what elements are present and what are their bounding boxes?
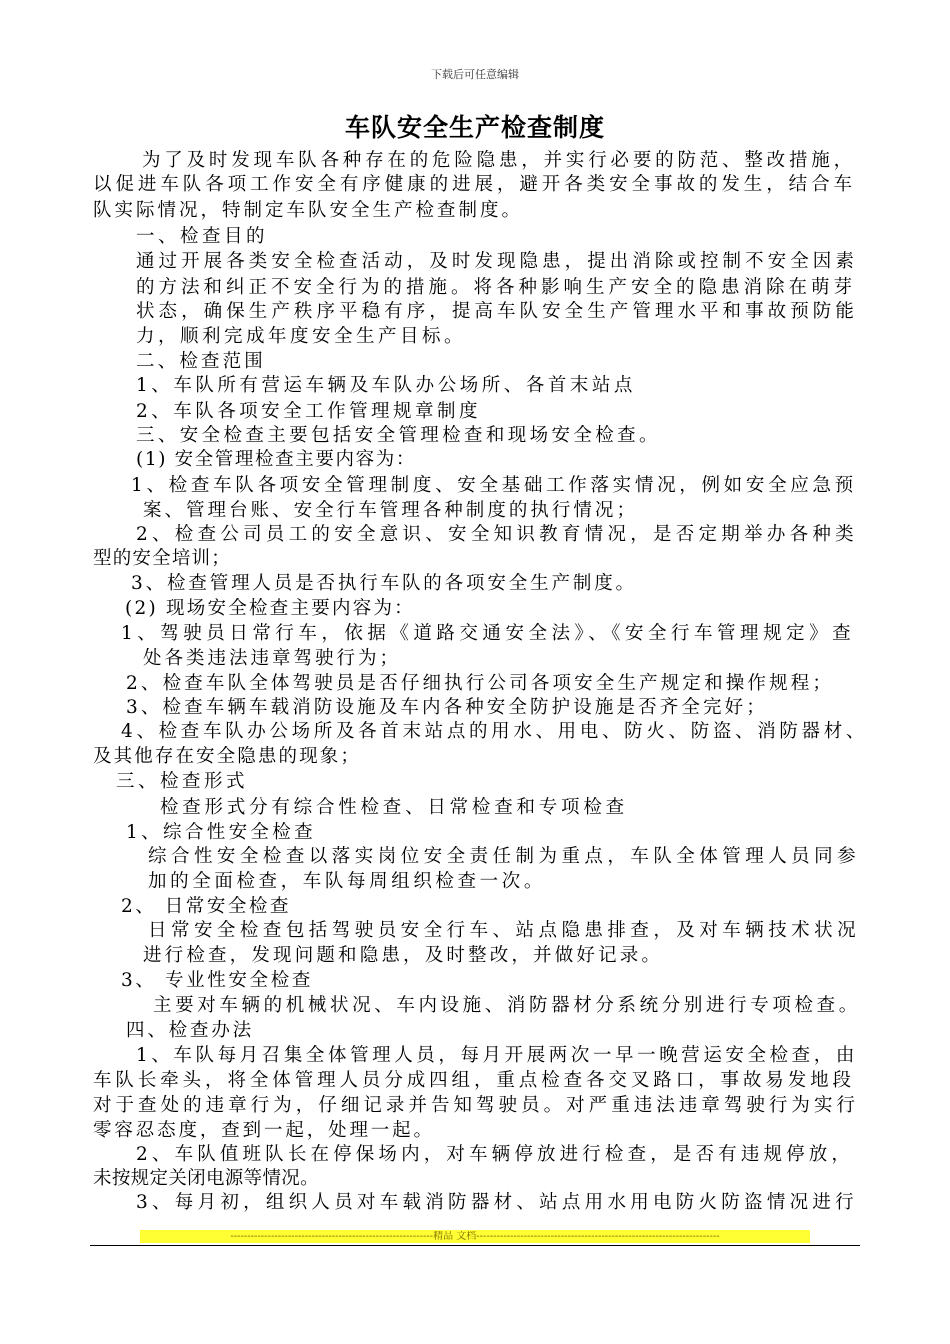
body-line: (1) 安全管理检查主要内容为： [136,449,417,470]
body-line: 3、检查车辆车载消防设施及车内各种安全防护设施是否齐全完好； [126,697,768,718]
document-title: 车队安全生产检查制度 [344,113,605,142]
body-line: 三、检查形式 [116,771,249,792]
body-line: 1、驾驶员日常行车，依据《道路交通安全法》、《安全行车管理规定》查 [121,623,856,644]
body-line: 3、 专业性安全检查 [121,970,313,991]
body-line: 日常安全检查包括驾驶员安全行车、站点隐患排查，及对车辆技术状况 [148,920,861,941]
body-line: 三、安全检查主要包括安全管理检查和现场安全检查。 [136,425,661,446]
footer-rule [90,1245,860,1246]
body-line: 力，顺利完成年度安全生产目标。 [136,326,467,347]
body-line: 车队长牵头，将全体管理人员分成四组，重点检查各交叉路口，事故易发地段 [93,1070,855,1091]
body-line: 零容忍态度，查到一起，处理一起。 [93,1120,435,1141]
body-line: 2、检查车队全体驾驶员是否仔细执行公司各项安全生产规定和操作规程； [126,673,835,694]
body-line: 二、检查范围 [136,351,266,372]
body-line: (2) 现场安全检查主要内容为： [125,598,415,619]
body-line: 3、检查管理人员是否执行车队的各项安全生产制度。 [131,573,637,594]
body-line: 3、每月初，组织人员对车载消防器材、站点用水用电防火防盗情况进行 [136,1192,858,1213]
body-line: 案、管理台账、安全行车管理各种制度的执行情况； [143,500,638,521]
body-line: 主要对车辆的机械状况、车内设施、消防器材分系统分别进行专项检查。 [153,995,861,1016]
body-line: 综合性安全检查以落实岗位安全责任制为重点，车队全体管理人员同参 [148,846,861,867]
body-line: 状态，确保生产秩序平稳有序，提高车队安全生产管理水平和事故预防能 [136,301,858,322]
body-line: 进行检查，发现问题和隐患，及时整改，并做好记录。 [143,945,664,966]
body-line: 2、检查公司员工的安全意识、安全知识教育情况，是否定期举办各种类 [136,524,858,545]
body-line: 未按规定关闭电源等情况。 [93,1168,319,1189]
body-line: 1、车队每月召集全体管理人员，每月开展两次一早一晚营运安全检查，由 [136,1045,858,1066]
body-line: 队实际情况，特制定车队安全生产检查制度。 [93,200,524,221]
body-line: 对于查处的违章行为，仔细记录并告知驾驶员。对严重违法违章驾驶行为实行 [93,1095,860,1116]
header-note: 下载后可任意编辑 [431,68,519,81]
body-line: 型的安全培训； [93,548,231,569]
body-line: 的方法和纠正不安全行为的措施。将各种影响生产安全的隐患消除在萌芽 [136,277,857,298]
body-line: 1、车队所有营运车辆及车队办公场所、各首末站点 [136,375,636,396]
body-line: 4、检查车队办公场所及各首末站点的用水、用电、防火、防盗、消防器材、 [121,721,869,742]
body-line: 为了及时发现车队各种存在的危险隐患，并实行必要的防范、整改措施， [142,150,856,171]
body-line: 1、检查车队各项安全管理制度、安全基础工作落实情况，例如安全应急预 [131,475,857,496]
body-line: 及其他存在安全隐患的现象； [93,746,361,767]
body-line: 2、车队各项安全工作管理规章制度 [136,401,481,422]
body-line: 检查形式分有综合性检查、日常检查和专项检查 [160,797,628,818]
body-line: 加的全面检查，车队每周组织检查一次。 [148,871,546,892]
body-line: 四、检查办法 [126,1020,254,1041]
body-line: 一、检查目的 [136,226,269,247]
body-line: 2、 日常安全检查 [121,896,292,917]
body-line: 1、综合性安全检查 [126,822,317,843]
body-line: 处各类违法违章驾驶行为； [143,648,402,669]
body-line: 2、车队值班队长在停保场内，对车辆停放进行检查，是否有违规停放， [136,1144,855,1165]
footer-text: ------------------------------------------------------------精品 文档------------------------------------------------------------------------ [230,1231,720,1242]
body-line: 通过开展各类安全检查活动，及时发现隐患，提出消除或控制不安全因素 [136,251,858,272]
body-line: 以促进车队各项工作安全有序健康的进展，避开各类安全事故的发生，结合车 [93,174,856,195]
